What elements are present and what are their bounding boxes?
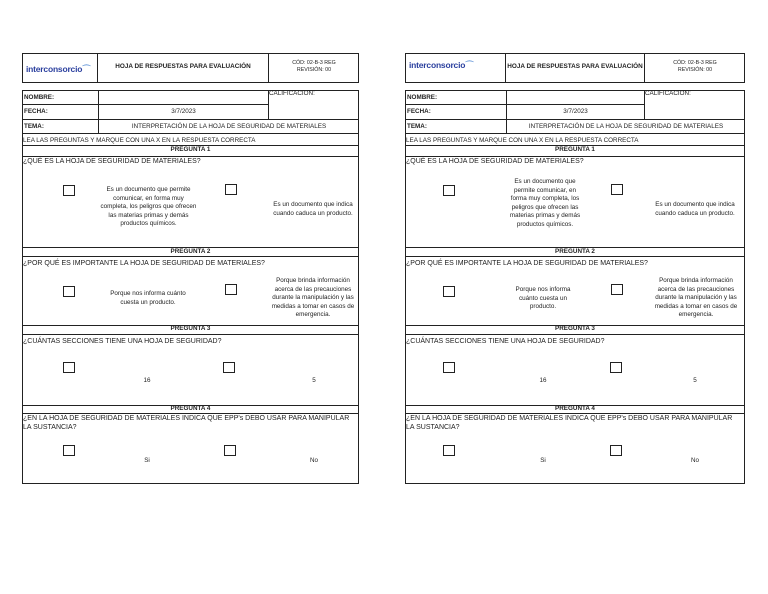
question-2-title: PREGUNTA 2 — [555, 248, 595, 255]
calificacion-label: CALIFICACION: — [645, 90, 691, 97]
question-3-option-b-text: 5 — [312, 377, 316, 384]
question-4-option-a-text: Si — [540, 457, 546, 464]
question-2-option-b-text: Porque brinda información acerca de las precauciones durante la manipulación y las medidas a tomar en casos de emergencia. — [271, 277, 355, 319]
question-2-option-a-text: Porque nos informa cuánto cuesta un producto. — [515, 286, 571, 311]
question-4-option-b-checkbox[interactable] — [224, 445, 236, 456]
question-3-option-a-text: 16 — [539, 377, 547, 384]
question-2-title: PREGUNTA 2 — [170, 248, 211, 255]
tema-label: TEMA: — [24, 123, 44, 130]
document-code: CÓD: 02-B-3 REG — [292, 60, 336, 66]
question-4-option-a-text: Si — [144, 457, 150, 464]
question-4-title: PREGUNTA 4 — [555, 405, 595, 412]
document-code: CÓD: 02-B-3 REG — [673, 60, 717, 66]
nombre-label: NOMBRE: — [407, 94, 438, 101]
question-2-option-a-text: Porque nos informa cuánto cuesta un producto. — [110, 290, 186, 306]
question-3-option-b-checkbox[interactable] — [223, 362, 235, 373]
question-3-option-b-text: 5 — [693, 377, 697, 384]
question-1-option-b-text: Es un documento que indica cuando caduca un producto. — [655, 201, 735, 217]
question-1-option-b-text: Es un documento que indica cuando caduca un producto. — [273, 201, 353, 217]
question-3-option-b-checkbox[interactable] — [610, 362, 622, 373]
tema-value: INTERPRETACIÓN DE LA HOJA DE SEGURIDAD DE MATERIALES — [528, 123, 724, 130]
question-1-option-a-checkbox[interactable] — [443, 185, 455, 196]
question-4-option-b-checkbox[interactable] — [610, 445, 622, 456]
instructions: LEA LAS PREGUNTAS Y MARQUE CON UNA X EN LA RESPUESTA CORRECTA — [406, 137, 639, 144]
question-4-text: ¿EN LA HOJA DE SEGURIDAD DE MATERIALES INDICA QUE EPP's DEBO USAR PARA MANIPULAR LA SUSTANCIA? — [23, 415, 350, 431]
question-2-text: ¿POR QUÉ ES IMPORTANTE LA HOJA DE SEGURIDAD DE MATERIALES? — [23, 260, 265, 267]
revision-number: REVISIÓN: 00 — [677, 66, 713, 73]
sheet-title: HOJA DE RESPUESTAS PARA EVALUACIÓN — [115, 63, 251, 70]
question-2-option-b-text: Porque brinda información acerca de las precauciones durante la manipulación y las medidas a tomar en casos de emergencia. — [654, 277, 738, 319]
question-2-text: ¿POR QUÉ ES IMPORTANTE LA HOJA DE SEGURIDAD DE MATERIALES? — [406, 260, 648, 267]
question-3-title: PREGUNTA 3 — [555, 325, 595, 332]
question-1-option-b-checkbox[interactable] — [225, 184, 237, 195]
question-4-option-b-text: No — [690, 457, 700, 464]
tema-label: TEMA: — [407, 123, 427, 130]
nombre-label: NOMBRE: — [24, 94, 55, 101]
question-1-title: PREGUNTA 1 — [170, 146, 211, 153]
question-1-text: ¿QUÉ ES LA HOJA DE SEGURIDAD DE MATERIALES? — [406, 158, 584, 165]
question-1-option-a-text: Es un documento que permite comunicar, en forma muy completa, los peligros que ofrecen las materias primas y demás productos químicos. — [100, 186, 197, 228]
fecha-value: 3/7/2023 — [563, 108, 588, 115]
instructions: LEA LAS PREGUNTAS Y MARQUE CON UNA X EN LA RESPUESTA CORRECTA — [23, 137, 256, 144]
question-3-option-a-checkbox[interactable] — [443, 362, 455, 373]
question-2-option-a-checkbox[interactable] — [63, 286, 75, 297]
company-logo: interconsorcio⌒ — [409, 60, 474, 70]
question-1-option-a-text: Es un documento que permite comunicar, en forma muy completa, los peligros que ofrecen las materias primas y demás productos químicos. — [509, 178, 581, 228]
question-4-option-a-checkbox[interactable] — [63, 445, 75, 456]
question-2-option-b-checkbox[interactable] — [225, 284, 237, 295]
sheet-title: HOJA DE RESPUESTAS PARA EVALUACIÓN — [507, 63, 643, 70]
fecha-label: FECHA: — [407, 108, 431, 115]
question-2-option-b-checkbox[interactable] — [611, 284, 623, 295]
question-3-option-a-checkbox[interactable] — [63, 362, 75, 373]
calificacion-label: CALIFICACION: — [269, 90, 315, 97]
answer-sheet-right — [405, 53, 742, 484]
question-1-text: ¿QUÉ ES LA HOJA DE SEGURIDAD DE MATERIALES? — [23, 158, 201, 165]
question-1-title: PREGUNTA 1 — [555, 146, 595, 153]
company-logo: interconsorcio⌒ — [26, 64, 91, 74]
fecha-label: FECHA: — [24, 108, 48, 115]
revision-number: REVISIÓN: 00 — [296, 66, 332, 73]
question-1-option-b-checkbox[interactable] — [611, 184, 623, 195]
question-3-text: ¿CUÁNTAS SECCIONES TIENE UNA HOJA DE SEGURIDAD? — [23, 338, 222, 345]
question-3-title: PREGUNTA 3 — [170, 325, 211, 332]
tema-value: INTERPRETACIÓN DE LA HOJA DE SEGURIDAD DE MATERIALES — [131, 123, 327, 130]
fecha-value: 3/7/2023 — [171, 108, 196, 115]
question-4-title: PREGUNTA 4 — [170, 405, 211, 412]
question-3-option-a-text: 16 — [143, 377, 151, 384]
question-2-option-a-checkbox[interactable] — [443, 286, 455, 297]
question-1-option-a-checkbox[interactable] — [63, 185, 75, 196]
question-3-text: ¿CUÁNTAS SECCIONES TIENE UNA HOJA DE SEGURIDAD? — [406, 338, 605, 345]
question-4-option-b-text: No — [309, 457, 319, 464]
question-4-text: ¿EN LA HOJA DE SEGURIDAD DE MATERIALES INDICA QUE EPP's DEBO USAR PARA MANIPULAR LA SUSTANCIA? — [406, 415, 733, 431]
question-4-option-a-checkbox[interactable] — [443, 445, 455, 456]
answer-sheet-left — [22, 53, 359, 484]
